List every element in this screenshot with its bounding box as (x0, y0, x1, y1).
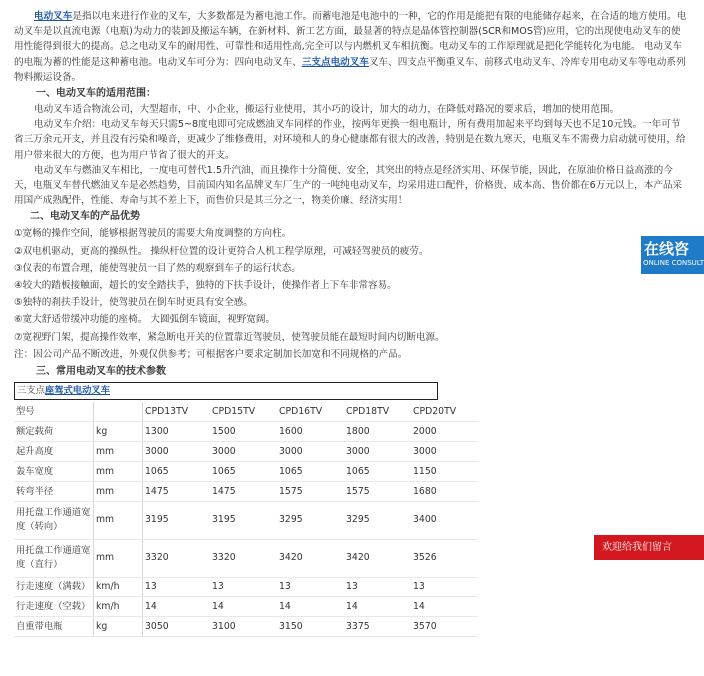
param-label: 自重带电瓶 (14, 617, 94, 637)
param-value: 3320 (210, 539, 277, 577)
table-row (14, 481, 478, 501)
param-label: 行走速度（空载） (14, 597, 94, 617)
table-caption: 三支点座驾式电动叉车 (14, 382, 438, 400)
online-consult-title: 在线咨 (644, 240, 690, 258)
article (14, 9, 690, 637)
param-value: CPD18TV (344, 402, 411, 422)
param-value: 1150 (411, 461, 478, 481)
param-value: 14 (411, 597, 478, 617)
param-value: 3375 (344, 617, 411, 637)
table-row (14, 442, 478, 462)
section-2-title: 二、电动叉车的产品优势 (30, 211, 140, 223)
online-consult-button[interactable] (641, 236, 704, 274)
intro-paragraph: 电动叉车是指以电来进行作业的叉车，大多数都是为蓄电池工作。而蓄电池是电池中的一种，它的作用是能把有限的电能储存起来，在合适的地方使用。电动叉车是以直流电源（电瓶)为动力的装卸及搬运车辆，在新材料、新工艺方面，最显著的特点是晶体管控制器(SCR和MOS管)应用，它的出现使电动叉车的使用性能得到很大的提高。总之电动叉车的耐用性、可靠性和适用性高,完全可以与内燃机叉车相抗衡。电动叉车的工作原理就是把化学能转化为电能。 电动叉车的电瓶为蓄的性能是这种蓄电池。电动叉车可分为：四向电动叉车、三支点电动叉车叉车、四支点平衡重叉车、前移式电动叉车、冷库专用电动叉车等电动系列物料搬运设备。 (14, 11, 687, 83)
advantage-item: ②双电机驱动，更高的操纵性。 操纵杆位置的设计更符合人机工程学原理，可减轻驾驶员的疲劳。 (14, 245, 429, 257)
param-value: 14 (210, 597, 277, 617)
advantage-item: ①宽畅的操作空间，能够根据驾驶员的需要大角度调整的方向柱。 (14, 228, 292, 240)
param-value: 13 (210, 577, 277, 597)
section-1-title: 一、电动叉车的适用范围： (36, 88, 156, 100)
param-value: 3570 (411, 617, 478, 637)
param-value: 1475 (143, 481, 211, 501)
section-1-para-1: 电动叉车适合物流公司，大型超市，中、小企业，搬运行业使用，其小巧的设计，加大的动力，在降低对路况的要求后，增加的使用范围。 (34, 104, 620, 116)
param-value: 3050 (143, 617, 211, 637)
leave-message-button[interactable]: 欢迎给我们留言 (594, 535, 704, 560)
advantage-item: ③仪表的布置合理，能使驾驶员一目了然的观察到车子的运行状态。 (14, 262, 301, 274)
param-value: 13 (344, 577, 411, 597)
table-row (14, 597, 478, 617)
param-value: 3100 (210, 617, 277, 637)
advantage-item: ⑥宽大舒适带缓冲功能的座椅。 大圆弧倒车镜面，视野宽阔。 (14, 314, 276, 326)
param-value: 3000 (143, 442, 211, 462)
param-label: 额定载荷 (14, 422, 94, 442)
param-value: 1680 (411, 481, 478, 501)
table-row (14, 402, 478, 422)
param-value: 3420 (277, 539, 344, 577)
param-value: 3526 (411, 539, 478, 577)
param-unit: km/h (94, 577, 143, 597)
advantage-item: ⑦宽视野门架，提高操作效率，紧急断电开关的位置靠近驾驶员，使驾驶员能在最短时间内切断电源。 (14, 331, 445, 343)
param-value: 3295 (277, 501, 344, 539)
param-value: 14 (143, 597, 211, 617)
param-label: 型号 (14, 402, 94, 422)
param-unit: mm (94, 481, 143, 501)
param-value: 1575 (277, 481, 344, 501)
param-value: 1065 (143, 461, 211, 481)
note-item: 注：因公司产品不断改进，外观仅供参考；可根据客户要求定制加长加宽和不同规格的产品。 (14, 348, 408, 360)
advantage-item: ⑤独特的刹扶手设计，使驾驶员在倒车时更具有安全感。 (14, 297, 253, 309)
table-row (14, 577, 478, 597)
section-1-para-2: 电动叉车介绍：电动叉车每天只需5~8度电即可完成燃油叉车同样的作业，按两年更换一组电瓶计，所有费用加起来平均到每天也不足10元钱。一年可节省三万余元开支，并且没有污染和噪音，更减少了维修费用，对环境和人的身心健康都有很大的改善，特别是在数九寒天，电瓶叉车不需费力启动就可使用，给用户带来很大的方便，也为用户节省了很大的开支。 (14, 119, 686, 161)
param-value: 1065 (277, 461, 344, 481)
param-value: 3000 (344, 442, 411, 462)
param-value: 13 (411, 577, 478, 597)
param-value: 14 (277, 597, 344, 617)
param-value: 3000 (411, 442, 478, 462)
three-point-forklift-link[interactable]: 三支点电动叉车 (301, 56, 369, 68)
table-row (14, 461, 478, 481)
advantage-item: ④较大的踏板接触面，超长的安全踏扶手，独特的下扶手设计，使操作者上下车非常容易。 (14, 280, 397, 292)
param-value: 3400 (411, 501, 478, 539)
electric-forklift-link[interactable]: 电动叉车 (34, 11, 73, 22)
seated-forklift-link[interactable]: 座驾式电动叉车 (44, 385, 110, 397)
online-consult-subtitle: ONLINE CONSULT (643, 259, 704, 267)
param-value: CPD16TV (277, 402, 344, 422)
section-1-para-3: 电动叉车与燃油叉车相比，一度电可替代1.5升汽油，而且操作十分简便、安全，其突出的特点是经济实用、环保节能，因此，在原油价格日益高涨的今天，电瓶叉车替代燃油叉车是必然趋势，目前国内知名品牌叉车厂生产的一吨纯电动叉车，均采用进口配件，价格贵、成本高、售价都在6万元以上，本产品采用国产成熟配件，性能、寿命与其不差上下，而售价只是其三分之一，物美价廉、经济实用！ (14, 164, 683, 207)
param-value: 3150 (277, 617, 344, 637)
section-3-title: 三、常用电动叉车的技术参数 (36, 366, 166, 378)
param-value: CPD15TV (210, 402, 277, 422)
param-value: 1300 (143, 422, 211, 442)
param-value: 1575 (344, 481, 411, 501)
param-value: 1500 (210, 422, 277, 442)
param-value: 13 (143, 577, 211, 597)
param-unit: mm (94, 442, 143, 462)
param-value: 3000 (210, 442, 277, 462)
param-value: CPD20TV (411, 402, 478, 422)
param-value: CPD13TV (143, 402, 211, 422)
param-value: 1065 (344, 461, 411, 481)
param-label: 行走速度（满载） (14, 577, 94, 597)
param-label: 轰车宽度 (14, 461, 94, 481)
param-value: 3195 (210, 501, 277, 539)
param-label: 用托盘工作通道宽度（直行） (14, 539, 94, 577)
param-label: 转弯半径 (14, 481, 94, 501)
param-unit: kg (94, 422, 143, 442)
param-value: 13 (277, 577, 344, 597)
param-value: 1065 (210, 461, 277, 481)
param-value: 3420 (344, 539, 411, 577)
param-value: 1600 (277, 422, 344, 442)
param-value: 3000 (277, 442, 344, 462)
param-unit: mm (94, 501, 143, 539)
param-value: 3195 (143, 501, 211, 539)
param-unit: mm (94, 461, 143, 481)
param-value: 14 (344, 597, 411, 617)
param-label: 用托盘工作通道宽度（转向） (14, 501, 94, 539)
param-unit: kg (94, 617, 143, 637)
table-row (14, 501, 478, 539)
param-label: 起升高度 (14, 442, 94, 462)
spec-table (14, 402, 478, 637)
param-unit: mm (94, 539, 143, 577)
param-value: 1800 (344, 422, 411, 442)
table-row (14, 539, 478, 577)
param-value: 3295 (344, 501, 411, 539)
param-value: 3320 (143, 539, 211, 577)
table-row (14, 617, 478, 637)
param-value: 1475 (210, 481, 277, 501)
param-unit (94, 402, 143, 422)
table-row (14, 422, 478, 442)
param-unit: km/h (94, 597, 143, 617)
param-value: 2000 (411, 422, 478, 442)
